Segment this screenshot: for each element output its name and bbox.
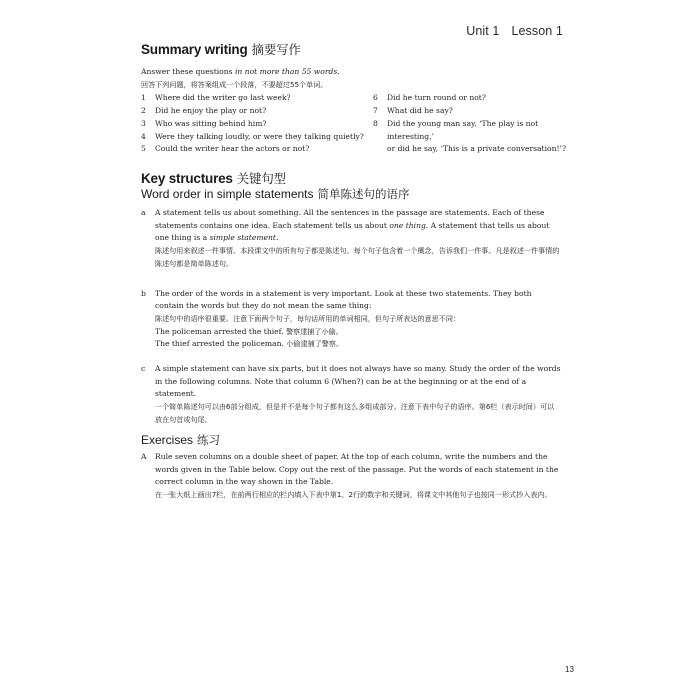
questions-left-column — [141, 92, 371, 156]
summary-instruction-cn: 回答下列问题，将答案组成一个段落，不要超过55个单词。 — [141, 79, 328, 89]
question-item: 4 Were they talking loudly, or were they talking quietly? — [141, 131, 364, 141]
paragraph-c-text: A simple statement can have six parts, but it does not always have so many. Study the order of the words in the following columns. Note that column 6 (When?) can be at the beginning or at the end of a statement. — [155, 364, 561, 399]
running-head — [466, 24, 563, 38]
exercise-a-cn: 在一张大纸上画出7栏，在前两行相应的栏内填入下表中第1、2行的数字和关键词，将课文中其他句子也按同一形式抄入表内。 — [155, 490, 552, 500]
example-sentence: The thief arrested the policeman. 小偷逮捕了警察。 — [155, 339, 344, 349]
example-sentence: The policeman arrested the thief. 警察逮捕了小偷。 — [155, 326, 343, 336]
paragraph-c: c A simple statement can have six parts, but it does not always have so many. Study the order of the words in the following columns. Note that column 6 (When?) can be at the beginning or at the end of a statement. 一个简单陈述句可以由6部分组成，但是并不是每个句子都有这么多组成部分。注意下表中句子的语序。第6栏（表示时间）可以放在句首或句尾。 — [141, 363, 561, 427]
question-item: or did he say, ‘This is a private conversation!’? — [387, 144, 567, 154]
word-order-heading: Word order in simple statements 简单陈述句的语序 — [141, 187, 410, 201]
paragraph-a-text: A statement tells us about something. All the sentences in the passage are statements. Each of these statements contains one idea. Each statement tells us about one thing. A statement that tells us about one thing is a simple statement. — [155, 208, 550, 243]
question-item: 6 Did he turn round or not? — [373, 93, 486, 103]
question-item: 1 Where did the writer go last week? — [141, 93, 291, 103]
summary-writing-heading: Summary writing 摘要写作 — [141, 42, 301, 57]
paragraph-a: a A statement tells us about something. All the sentences in the passage are statements. Each of these statements contains one idea. Each statement tells us about one thing. A statement that tells us about one thing is a simple statement. 陈述句用来叙述一件事情。本段课文中的所有句子都是陈述句。每个句子包含着一个概念，告诉我们一件事。凡是叙述一件事情的陈述句都是简单陈述句。 — [141, 207, 561, 271]
paragraph-a-cn: 陈述句用来叙述一件事情。本段课文中的所有句子都是陈述句。每个句子包含着一个概念，告诉我们一件事。凡是叙述一件事情的陈述句都是简单陈述句。 — [155, 246, 560, 268]
question-item: 5 Could the writer hear the actors or not? — [141, 144, 310, 154]
key-structures-section — [141, 171, 561, 427]
key-structures-heading: Key structures 关键句型 — [141, 171, 286, 186]
question-item: 2 Did he enjoy the play or not? — [141, 106, 267, 116]
paragraph-c-cn: 一个简单陈述句可以由6部分组成，但是并不是每个句子都有这么多组成部分。注意下表中句子的语序。第6栏（表示时间）可以放在句首或句尾。 — [155, 402, 555, 424]
exercise-a: A Rule seven columns on a double sheet of paper. At the top of each column, write the numbers and the words given in the Table below. Copy out the rest of the passage. Put the words of each statement in the correct column in the way shown in the Table. 在一张大纸上画出7栏，在前两行相应的栏内填入下表中第1、2行的数字和关键词，将课文中其他句子也按同一形式抄入表内。 — [141, 451, 561, 502]
summary-instruction: Answer these questions in not more than 55 words. — [141, 67, 340, 76]
paragraph-b: b The order of the words in a statement is very important. Look at these two statements. They both contain the words but they do not mean the same thing: 陈述句中的语序很重要。注意下面两个句子，每句话所用的单词相同，但句子所表达的意思不同： The policeman arrested the thief. 警察逮捕了小偷。 The thief arrested the policeman. 小偷逮捕了警察。 — [141, 288, 561, 352]
summary-writing-heading-cn: 摘要写作 — [251, 42, 301, 57]
summary-writing-section — [141, 42, 567, 170]
exercise-a-text: Rule seven columns on a double sheet of paper. At the top of each column, write the numbers and the words given in the Table below. Copy out the rest of the passage. Put the words of each statement in the correct column in the way shown in the Table. — [155, 452, 559, 487]
questions-right-column — [373, 92, 568, 156]
page-number: 13 — [565, 665, 574, 674]
paragraph-b-text: The order of the words in a statement is very important. Look at these two statements. They both contain the words but they do not mean the same thing: — [155, 288, 532, 311]
question-item: 8 Did the young man say, ‘The play is not interesting,’ — [373, 118, 539, 141]
unit-label: Unit 1 — [466, 24, 500, 38]
paragraph-b-cn: 陈述句中的语序很重要。注意下面两个句子，每句话所用的单词相同，但句子所表达的意思不同： — [155, 313, 461, 323]
question-item: 7 What did he say? — [373, 106, 453, 116]
question-item: 3 Who was sitting behind him? — [141, 118, 267, 128]
summary-questions — [141, 92, 567, 170]
lesson-label: Lesson 1 — [511, 24, 563, 38]
exercises-heading: Exercises 练习 — [141, 433, 221, 447]
